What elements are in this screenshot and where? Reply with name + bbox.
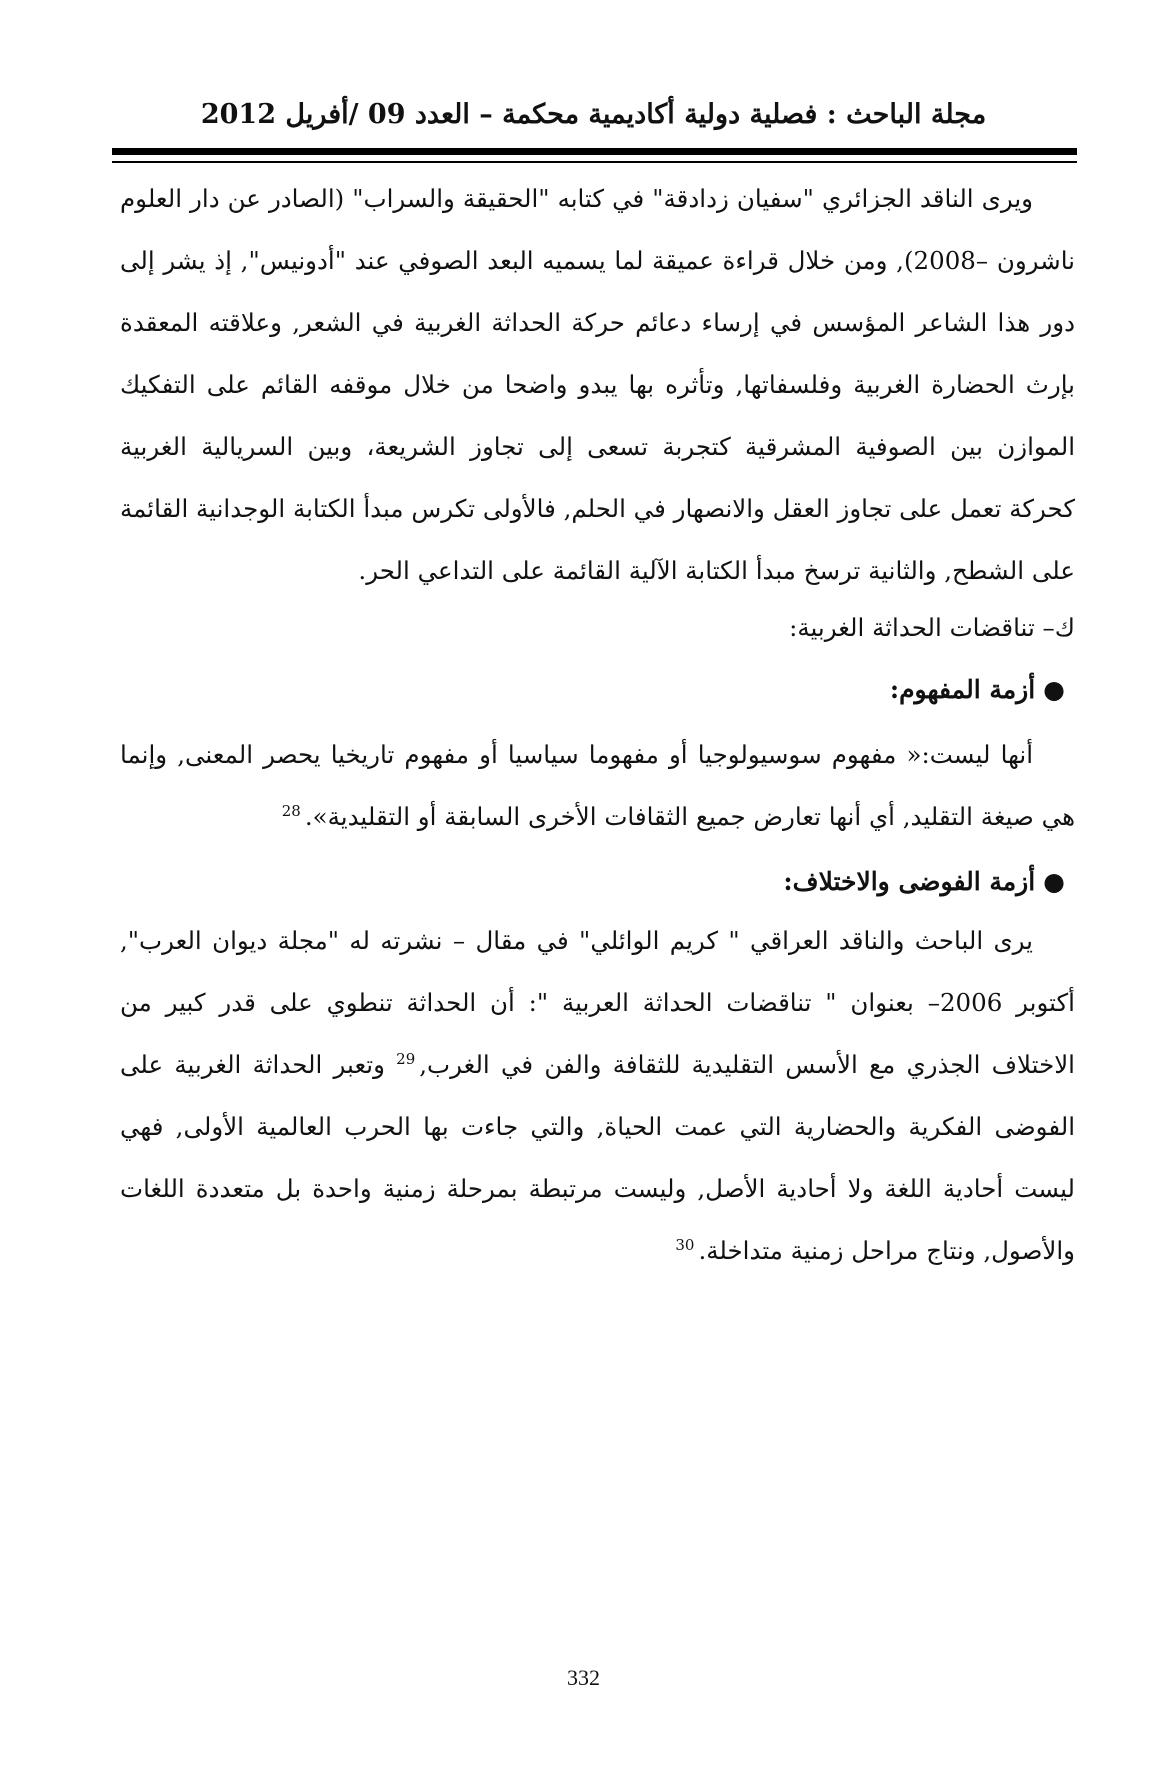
paragraph-zedadka-text: ويرى الناقد الجزائري "سفيان زدادقة" في كتابه "الحقيقة والسراب" (الصادر عن دار العلوم ناشرون –2008), ومن خلال قراءة عميقة لما يسميه البعد الصوفي عند "أدونيس", إذ يشر إلى دور هذا الشاعر المؤسس في إرساء دعائم حركة الحداثة الغربية في الشعر, وعلاقته المعقدة بإرث الحضارة الغربية وفلسفاتها, وتأثره بها يبدو واضحا من خلال موقفه القائم على التفكيك الموازن بين الصوفية المشرقية كتجربة تسعى إلى تجاوز الشريعة، وبين السريالية الغربية كحركة تعمل على تجاوز العقل والانصهار في الحلم, فالأولى تكرس مبدأ الكتابة الوجدانية القائمة على الشطح, والثانية ترسخ مبدأ الكتابة الآلية القائمة على التداعي الحر. [120, 184, 1075, 585]
article-body [120, 168, 1075, 1282]
bullet-dot-icon: ● [1043, 867, 1065, 896]
bullet-concept-crisis-label: أزمة المفهوم: [889, 675, 1036, 704]
footnote-ref-30: 30 [675, 1235, 695, 1254]
bullet-chaos-crisis [120, 862, 1075, 902]
header-rule-thick [112, 148, 1077, 155]
paragraph-alwaeli-text-b: وتعبر الحداثة الغربية على الفوضى الفكرية والحضارية التي عمت الحياة, والتي جاءت بها الحرب العالمية الأولى, فهي ليست أحادية اللغة ولا أحادية الأصل, وليست مرتبطة بمرحلة زمنية واحدة بل متعددة اللغات والأصول, ونتاج مراحل زمنية متداخلة. [120, 1050, 1076, 1265]
header-rule-thin [112, 161, 1077, 163]
bullet-chaos-crisis-label: أزمة الفوضى والاختلاف: [783, 867, 1036, 896]
bullet-concept-crisis [120, 670, 1075, 710]
journal-header: مجلة الباحث : فصلية دولية أكاديمية محكمة – العدد 09 /أفريل 2012 [200, 99, 987, 130]
paragraph-alwaeli-text-a: يرى الباحث والناقد العراقي " كريم الوائلي" في مقال – نشرته له "مجلة ديوان العرب", أكتوبر 2006– بعنوان " تناقضات الحداثة العربية ": أن الحداثة تنطوي على قدر كبير من الاختلاف الجذري مع الأسس التقليدية للثقافة والفن في الغرب, [120, 926, 1075, 1079]
page-number: 332 [567, 1665, 600, 1690]
bullet-dot-icon: ● [1043, 675, 1065, 704]
footnote-ref-28: 28 [281, 801, 301, 820]
footnote-ref-29: 29 [396, 1049, 416, 1068]
section-heading: ك– تناقضات الحداثة الغربية: [789, 613, 1075, 642]
paragraph-alwaeli [120, 910, 1075, 1282]
paragraph-concept-quote [120, 724, 1075, 848]
paragraph-zedadka [120, 168, 1075, 602]
paragraph-concept-quote-text: أنها ليست:« مفهوم سوسيولوجيا أو مفهوما سياسيا أو مفهوم تاريخيا يحصر المعنى, وإنما هي صيغة التقليد, أي أنها تعارض جميع الثقافات الأخرى السابقة أو التقليدية». [120, 740, 1075, 831]
